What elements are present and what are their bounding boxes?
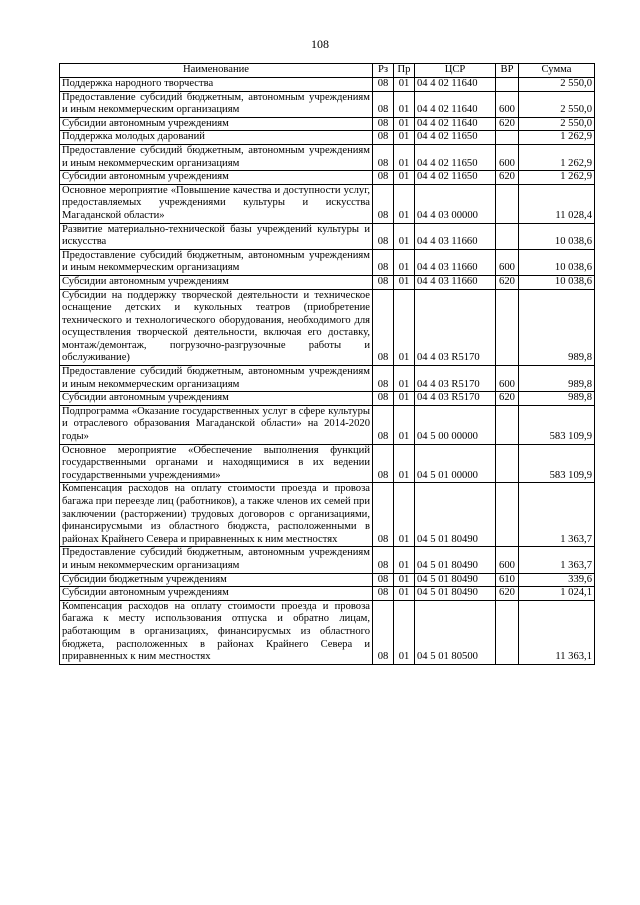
row-name-cell: Субсидии автономным учреждениям [60,392,373,406]
row-sum-cell: 11 028,4 [519,184,595,223]
row-vr-cell: 620 [496,117,519,131]
row-pr-cell: 01 [394,573,415,587]
header-csr: ЦСР [415,64,496,78]
row-pr-cell: 01 [394,144,415,170]
row-pr-cell: 01 [394,249,415,275]
row-csr-cell: 04 4 02 11650 [415,131,496,145]
row-pr-cell: 01 [394,405,415,444]
row-sum-cell: 339,6 [519,573,595,587]
row-vr-cell [496,444,519,483]
row-rz-cell: 08 [373,171,394,185]
row-csr-cell: 04 4 03 R5170 [415,366,496,392]
row-vr-cell: 600 [496,144,519,170]
row-name-cell: Компенсация расходов на оплату стоимости проезда и провоза багажа при переезде лиц (работников), а также членов их семей при заключении (расторжении) трудовых договоров с организациями, финансирусмыми из областного бюджста, расположенными в районах Крайнего Севера и приравненных к ним местностях [60,483,373,547]
row-csr-cell: 04 4 03 R5170 [415,392,496,406]
row-name-cell: Поддержка молодых дарований [60,131,373,145]
budget-table [59,63,595,665]
row-rz-cell: 08 [373,144,394,170]
row-name-cell: Субсидии автономным учреждениям [60,587,373,601]
row-rz-cell: 08 [373,483,394,547]
row-sum-cell: 989,8 [519,366,595,392]
row-vr-cell: 610 [496,573,519,587]
row-rz-cell: 08 [373,78,394,92]
row-pr-cell: 01 [394,171,415,185]
row-rz-cell: 08 [373,600,394,664]
row-rz-cell: 08 [373,184,394,223]
row-vr-cell: 620 [496,275,519,289]
table-row [60,547,595,573]
row-csr-cell: 04 5 01 80490 [415,587,496,601]
row-rz-cell: 08 [373,547,394,573]
row-vr-cell [496,184,519,223]
row-sum-cell: 989,8 [519,392,595,406]
row-name-cell: Основное мероприятие «Повышение качества и доступности услуг, предоставляемых учреждениями культуры и искусства Магаданской области» [60,184,373,223]
row-csr-cell: 04 4 03 R5170 [415,289,496,366]
row-name-cell: Предоставление субсидий бюджетным, автономным учреждениям и иным некоммерческим организациям [60,547,373,573]
table-row [60,171,595,185]
table-row [60,289,595,366]
row-pr-cell: 01 [394,91,415,117]
table-header-row [60,64,595,78]
row-name-cell: Субсидии автономным учреждениям [60,117,373,131]
row-csr-cell: 04 5 01 80490 [415,483,496,547]
table-row [60,573,595,587]
table-row [60,91,595,117]
row-pr-cell: 01 [394,117,415,131]
row-sum-cell: 583 109,9 [519,444,595,483]
row-sum-cell: 1 363,7 [519,483,595,547]
row-name-cell: Предоставление субсидий бюджетным, автономным учреждениям и иным некоммерческим организациям [60,91,373,117]
row-pr-cell: 01 [394,275,415,289]
row-pr-cell: 01 [394,483,415,547]
row-vr-cell [496,78,519,92]
row-rz-cell: 08 [373,223,394,249]
row-sum-cell: 989,8 [519,289,595,366]
row-pr-cell: 01 [394,289,415,366]
table-row [60,275,595,289]
row-vr-cell [496,600,519,664]
row-pr-cell: 01 [394,444,415,483]
row-vr-cell: 620 [496,587,519,601]
row-sum-cell: 1 363,7 [519,547,595,573]
row-pr-cell: 01 [394,184,415,223]
row-name-cell: Субсидии бюджетным учреждениям [60,573,373,587]
page-number: 108 [311,37,329,51]
row-sum-cell: 2 550,0 [519,91,595,117]
row-sum-cell: 11 363,1 [519,600,595,664]
row-name-cell: Развитие материально-технической базы учреждений культуры и искусства [60,223,373,249]
row-pr-cell: 01 [394,547,415,573]
row-pr-cell: 01 [394,366,415,392]
row-pr-cell: 01 [394,131,415,145]
row-rz-cell: 08 [373,117,394,131]
table-row [60,600,595,664]
row-rz-cell: 08 [373,573,394,587]
row-csr-cell: 04 5 01 80490 [415,573,496,587]
row-pr-cell: 01 [394,600,415,664]
row-vr-cell [496,131,519,145]
table-row [60,483,595,547]
header-sum: Сумма [519,64,595,78]
row-sum-cell: 10 038,6 [519,223,595,249]
row-name-cell: Субсидии автономным учреждениям [60,171,373,185]
row-vr-cell [496,223,519,249]
row-vr-cell [496,289,519,366]
row-csr-cell: 04 4 02 11640 [415,117,496,131]
row-csr-cell: 04 5 01 80500 [415,600,496,664]
row-pr-cell: 01 [394,587,415,601]
row-vr-cell: 620 [496,392,519,406]
header-pr: Пр [394,64,415,78]
row-name-cell: Поддержка народного творчества [60,78,373,92]
row-rz-cell: 08 [373,249,394,275]
table-row [60,117,595,131]
row-pr-cell: 01 [394,223,415,249]
row-rz-cell: 08 [373,392,394,406]
row-rz-cell: 08 [373,131,394,145]
row-sum-cell: 10 038,6 [519,275,595,289]
row-name-cell: Основное мероприятие «Обеспечение выполнения функций государственными органами и находящимися в их ведении государственными учреждениями» [60,444,373,483]
row-vr-cell: 600 [496,91,519,117]
header-name: Наименование [60,64,373,78]
table-row [60,249,595,275]
table-row [60,392,595,406]
row-csr-cell: 04 5 01 00000 [415,444,496,483]
table-row [60,144,595,170]
row-vr-cell: 620 [496,171,519,185]
row-name-cell: Предоставление субсидий бюджетным, автономным учреждениям и иным некоммерческим организациям [60,249,373,275]
row-csr-cell: 04 4 03 11660 [415,249,496,275]
row-rz-cell: 08 [373,587,394,601]
row-sum-cell: 2 550,0 [519,117,595,131]
row-name-cell: Предоставление субсидий бюджетным, автономным учреждениям и иным некоммерческим организациям [60,144,373,170]
table-row [60,405,595,444]
table-row [60,184,595,223]
row-csr-cell: 04 4 02 11640 [415,91,496,117]
row-sum-cell: 10 038,6 [519,249,595,275]
table-row [60,78,595,92]
table-row [60,223,595,249]
row-name-cell: Подпрограмма «Оказание государственных услуг в сфере культуры и отраслевого образования Магаданской области» на 2014-2020 годы» [60,405,373,444]
row-sum-cell: 2 550,0 [519,78,595,92]
table-row [60,444,595,483]
row-name-cell: Компенсация расходов на оплату стоимости проезда и провоза багажа к месту использования отпуска и обратно лицам, работающим в организациях, финансирусмых из областного бюджета, расположенных в районах Крайнего Севера и приравненных к ним местностях [60,600,373,664]
row-sum-cell: 1 262,9 [519,171,595,185]
row-rz-cell: 08 [373,289,394,366]
row-vr-cell: 600 [496,249,519,275]
header-rz: Рз [373,64,394,78]
table-row [60,587,595,601]
row-vr-cell [496,483,519,547]
row-csr-cell: 04 5 00 00000 [415,405,496,444]
header-vr: ВР [496,64,519,78]
table-row [60,131,595,145]
row-csr-cell: 04 4 02 11650 [415,171,496,185]
row-pr-cell: 01 [394,392,415,406]
row-csr-cell: 04 5 01 80490 [415,547,496,573]
row-vr-cell: 600 [496,366,519,392]
row-name-cell: Предоставление субсидий бюджетным, автономным учреждениям и иным некоммерческим организациям [60,366,373,392]
row-rz-cell: 08 [373,405,394,444]
row-pr-cell: 01 [394,78,415,92]
row-rz-cell: 08 [373,275,394,289]
row-name-cell: Субсидии на поддержку творческой деятельности и техническое оснащение детских и кукольных театров (приобретение технического и технологического оборудования, необходимого для осуществления творческой деятельности, включая его доставку, монтаж/демонтаж, погрузочно-разгрузочные работы и обслуживание) [60,289,373,366]
row-csr-cell: 04 4 03 11660 [415,223,496,249]
row-sum-cell: 1 262,9 [519,131,595,145]
row-csr-cell: 04 4 03 11660 [415,275,496,289]
row-sum-cell: 583 109,9 [519,405,595,444]
table-row [60,366,595,392]
row-rz-cell: 08 [373,444,394,483]
row-rz-cell: 08 [373,366,394,392]
row-vr-cell: 600 [496,547,519,573]
row-csr-cell: 04 4 02 11650 [415,144,496,170]
row-sum-cell: 1 262,9 [519,144,595,170]
row-sum-cell: 1 024,1 [519,587,595,601]
row-csr-cell: 04 4 03 00000 [415,184,496,223]
row-vr-cell [496,405,519,444]
row-name-cell: Субсидии автономным учреждениям [60,275,373,289]
row-csr-cell: 04 4 02 11640 [415,78,496,92]
row-rz-cell: 08 [373,91,394,117]
